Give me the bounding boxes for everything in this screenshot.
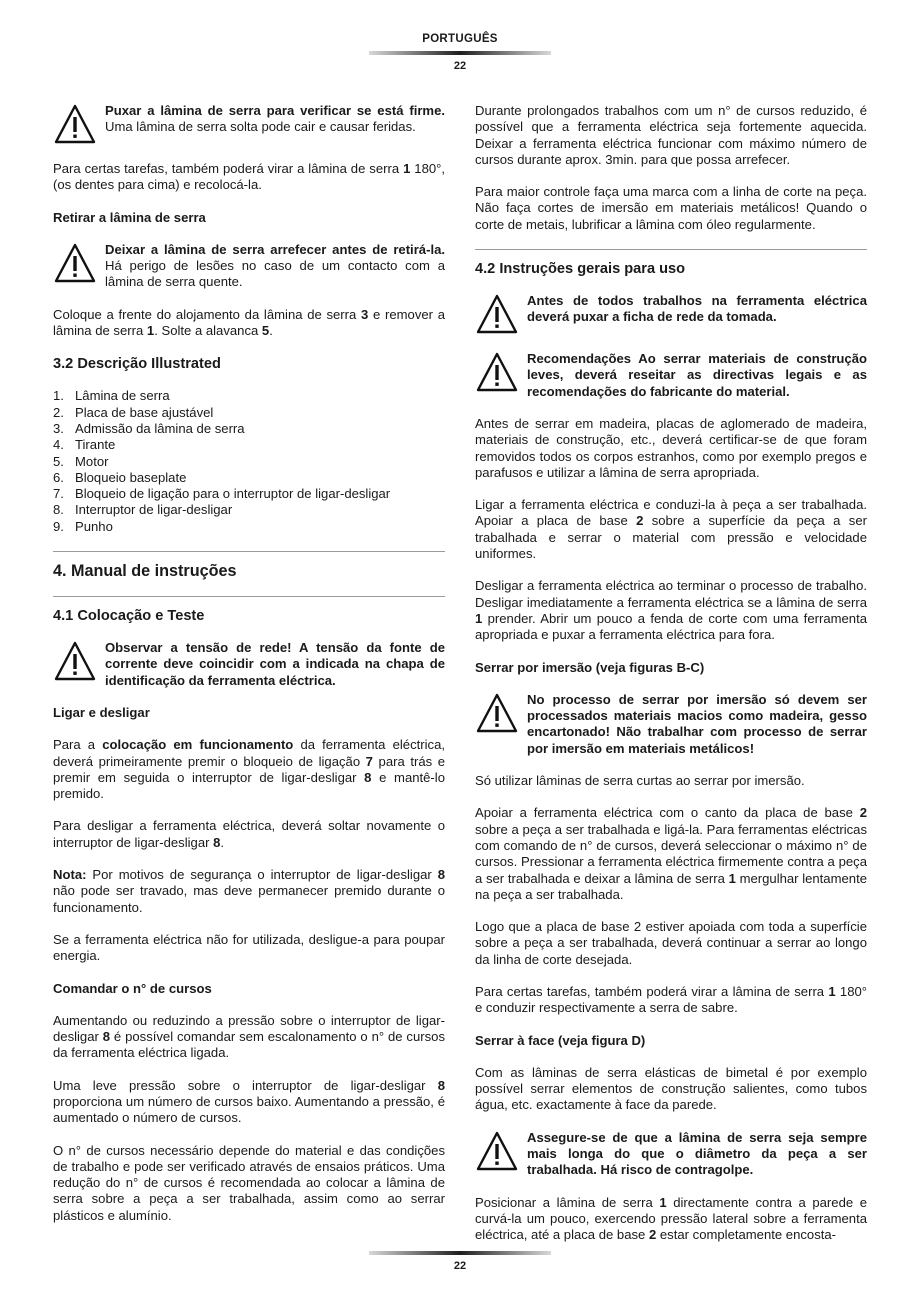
warning-text: Observar a tensão de rede! A tensão da fonte de corrente deve coincidir com a indicada na chapa de identificação da ferramenta eléctrica.: [105, 640, 445, 688]
warning-text: Deixar a lâmina de serra arrefecer antes de retirá-la. Há perigo de lesões no caso de um contacto com a lâmina de serra quente.: [105, 241, 445, 290]
warning-block: [53, 640, 445, 689]
language-label: PORTUGUÊS: [422, 33, 498, 45]
subheading-stroke-control: Comandar o n° de cursos: [53, 980, 212, 996]
warning-block: [475, 692, 867, 757]
list-item: 6. Bloqueio baseplate: [53, 469, 187, 485]
subheading-switch-on-off: Ligar e desligar: [53, 704, 150, 720]
header-page-number: 22: [453, 60, 467, 72]
section-divider: [53, 551, 445, 552]
right-column: [475, 103, 867, 1260]
paragraph: Durante prolongados trabalhos com um n° de cursos reduzido, é possível que a ferramenta eléctrica seja fortemente aquecida. Deixar a ferramenta eléctrica funcionar com máximo número de cursos durante aprox. 3min. para que possa arrefecer.: [475, 103, 867, 167]
footer-divider: [369, 1251, 551, 1255]
paragraph: Nota: Por motivos de segurança o interruptor de ligar-desligar 8 não pode ser travado, mas deve permanecer premido durante o funcionamento.: [53, 867, 445, 915]
warning-text: Puxar a lâmina de serra para verificar se está firme. Uma lâmina de serra solta pode cair e causar feridas.: [105, 103, 445, 135]
paragraph: Aumentando ou reduzindo a pressão sobre o interruptor de ligar-desligar 8 é possível comandar sem escalonamento o n° de cursos da ferramenta eléctrica ligada.: [53, 1012, 445, 1061]
parts-list: [53, 388, 445, 535]
paragraph: Uma leve pressão sobre o interruptor de ligar-desligar 8 proporciona um número de cursos baixo. Aumentando a pressão, é aumentado o número de cursos.: [53, 1077, 445, 1126]
left-column: [53, 103, 445, 1240]
warning-block: [475, 351, 867, 400]
header-divider: [369, 51, 551, 55]
subheading-flush-sawing: Serrar à face (veja figura D): [475, 1032, 646, 1048]
page-header: [0, 33, 920, 72]
list-item: 3. Admissão da lâmina de serra: [53, 420, 245, 436]
warning-block: [53, 103, 445, 145]
list-item: 9. Punho: [53, 518, 113, 534]
list-item: 4. Tirante: [53, 437, 116, 453]
warning-block: [475, 1130, 867, 1179]
warning-text: Assegure-se de que a lâmina de serra seja sempre mais longa do que o diâmetro da peça a ser trabalhada. Há risco de contragolpe.: [527, 1129, 867, 1178]
warning-triangle-icon: [475, 351, 519, 393]
warning-triangle-icon: [53, 103, 97, 145]
list-item: 1. Lâmina de serra: [53, 388, 170, 404]
paragraph: Com as lâminas de serra elásticas de bimetal é por exemplo possível serrar elementos de construção salientes, como tubos água, etc. exactamente à face da parede.: [475, 1064, 867, 1113]
heading-4: 4. Manual de instruções: [53, 562, 237, 581]
warning-text: Recomendações Ao serrar materiais de construção leves, deverá reseitar as directivas legais e as recomendações do fabricante do material.: [527, 351, 867, 399]
paragraph: Logo que a placa de base 2 estiver apoiada com toda a superfície sobre a peça a ser trabalhada, deverá continuar a serrar ao longo da linha de corte desejada.: [475, 919, 867, 967]
list-item: 5. Motor: [53, 453, 109, 469]
warning-triangle-icon: [475, 1130, 519, 1172]
warning-triangle-icon: [475, 293, 519, 335]
warning-text: Antes de todos trabalhos na ferramenta eléctrica deverá puxar a ficha de rede da tomada.: [527, 293, 867, 325]
subheading-plunge-sawing: Serrar por imersão (veja figuras B-C): [475, 659, 705, 675]
page-footer: [0, 1245, 920, 1272]
subheading-remove-blade: Retirar a lâmina de serra: [53, 209, 206, 225]
paragraph: Para certas tarefas, também poderá virar a lâmina de serra 1 180°, (os dentes para cima) e recolocá-la.: [53, 161, 446, 193]
paragraph: Para maior controle faça uma marca com a linha de corte na peça. Não faça cortes de imersão em materiais metálicos! Quando o corte de metais, lubrificar a lâmina com óleo regularmente.: [475, 184, 867, 232]
heading-4-1: 4.1 Colocação e Teste: [53, 608, 205, 625]
paragraph: Antes de serrar em madeira, placas de aglomerado de madeira, materiais de construção, etc., deverá certificar-se de que foram removidos todos os corpos estranhos, como por exemplo pregos e parafusos e utilizar a lâmina de serra apropriada.: [475, 415, 867, 480]
paragraph: Ligar a ferramenta eléctrica e conduzi-la à peça a ser trabalhada. Apoiar a placa de base 2 sobre a superfície da peça a ser trabalhada e serrar o material com pressão e velocidade uniformes.: [475, 497, 867, 562]
list-item: 2. Placa de base ajustável: [53, 404, 214, 420]
warning-triangle-icon: [53, 242, 97, 284]
section-divider: [475, 249, 867, 250]
warning-block: [53, 242, 445, 291]
paragraph: Só utilizar lâminas de serra curtas ao serrar por imersão.: [475, 773, 805, 789]
warning-text: No processo de serrar por imersão só devem ser processados materiais macios como madeira, gesso encartonado! Não trabalhar com processo de serrar por imersão em materiais metálicos!: [527, 691, 867, 756]
paragraph: Posicionar a lâmina de serra 1 directamente contra a parede e curvá-la um pouco, exercendo pressão lateral sobre a ferramenta eléctrica, até a placa de base 2 estar completamente encosta-: [475, 1194, 868, 1243]
heading-3-2: 3.2 Descrição Illustrated: [53, 356, 221, 373]
section-divider: [53, 596, 445, 597]
warning-triangle-icon: [53, 640, 97, 682]
paragraph: Se a ferramenta eléctrica não for utilizada, desligue-a para poupar energia.: [53, 931, 445, 964]
warning-triangle-icon: [475, 692, 519, 734]
heading-4-2: 4.2 Instruções gerais para uso: [475, 261, 686, 278]
paragraph: Coloque a frente do alojamento da lâmina de serra 3 e remover a lâmina de serra 1. Solte a alavanca 5.: [53, 306, 446, 339]
warning-block: [475, 293, 867, 335]
list-item: 7. Bloqueio de ligação para o interruptor de ligar-desligar: [53, 486, 391, 502]
paragraph: Apoiar a ferramenta eléctrica com o canto da placa de base 2 sobre a peça a ser trabalhada e ligá-la. Para ferramentas eléctricas com comando de n° de cursos, deverá seleccionar o máximo n° de cursos. Pressionar a ferramenta eléctrica firmemente contra a peça a ser trabalhada e deixar a lâmina de serra 1 mergulhar lentamente na peça a ser trabalhada.: [475, 805, 867, 902]
paragraph: Desligar a ferramenta eléctrica ao terminar o processo de trabalho. Desligar imediatamente a ferramenta eléctrica se a lâmina de serra 1 prender. Abrir um pouco a fenda de corte com uma ferramenta apropriada e puxar a ferramenta eléctrica para fora.: [475, 578, 867, 643]
paragraph: O n° de cursos necessário depende do material e das condições de trabalho e pode ser verificado através de ensaios práticos. Uma redução do n° de cursos é recomendada ao colocar a lâmina de serra sobre a peça a ser trabalhada, assim como ao serrar plásticos e alumínio.: [53, 1142, 445, 1223]
footer-page-number: 22: [453, 1260, 467, 1272]
paragraph: Para certas tarefas, também poderá virar a lâmina de serra 1 180° e conduzir respectivamente a serra de sabre.: [475, 983, 867, 1016]
paragraph: Para desligar a ferramenta eléctrica, deverá soltar novamente o interruptor de ligar-desligar 8.: [53, 818, 445, 850]
paragraph: Para a colocação em funcionamento da ferramenta eléctrica, deverá primeiramente premir o bloqueio de ligação 7 para trás e premir em seguida o interruptor de ligar-desligar 8 e mantê-lo premido.: [53, 737, 445, 802]
list-item: 8. Interruptor de ligar-desligar: [53, 502, 233, 518]
